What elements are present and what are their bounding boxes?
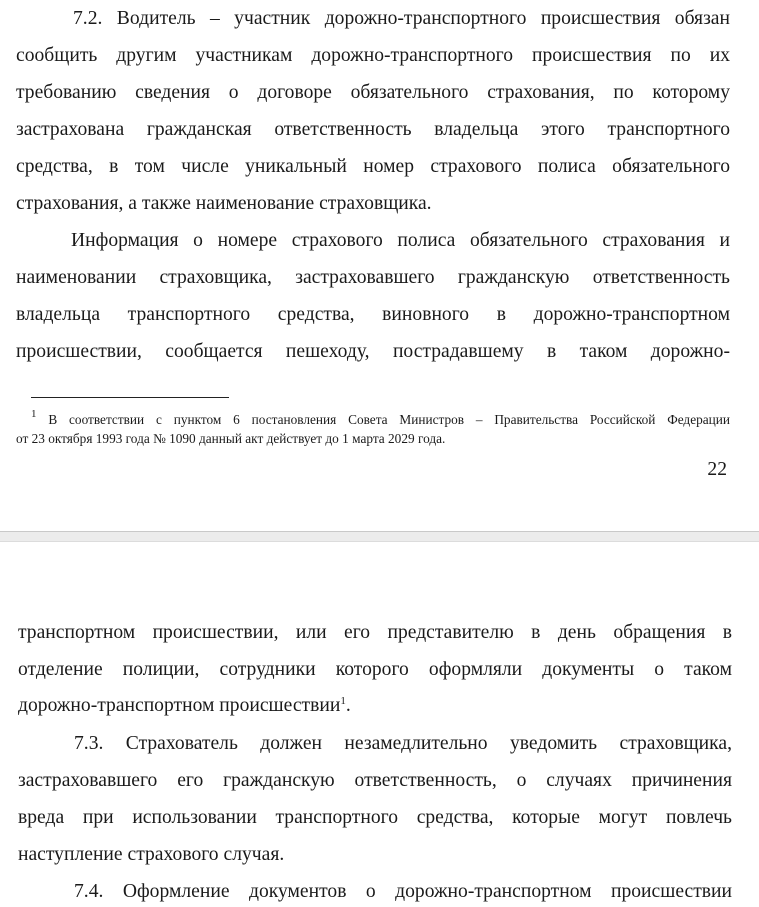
footnote-line: от 23 октября 1993 года № 1090 данный акт действует до 1 марта 2029 года. (16, 431, 446, 446)
footnote-separator (31, 397, 229, 398)
text-line: владельца транспортного средства, виновного в дорожно-транспортном (16, 304, 730, 325)
text-line: страхования, а также наименование страховщика. (16, 193, 432, 214)
footnote-line: $^1$ В соответствии с пунктом 6 постановления Совета Министров – Правительства Российской Федерации (31, 408, 730, 427)
text-line: наименовании страховщика, застраховавшего гражданскую ответственность (16, 267, 730, 288)
text-line: Информация о номере страхового полиса обязательного страхования и (71, 230, 730, 251)
text-line: застрахована гражданская ответственность владельца этого транспортного (16, 119, 730, 140)
footnote-mark: 1 (31, 408, 37, 420)
text-line: средства, в том числе уникальный номер страхового полиса обязательного (16, 156, 730, 177)
text-line: сообщить другим участникам дорожно-транспортного происшествия по их (16, 45, 730, 66)
text-line: требованию сведения о договоре обязательного страхования, по которому (16, 82, 730, 103)
text-line: наступление страхового случая. (18, 844, 285, 865)
text-line: застраховавшего его гражданскую ответственность, о случаях причинения (18, 770, 732, 791)
text-line: транспортном происшествии, или его представителю в день обращения в (18, 622, 732, 643)
text-line: вреда при использовании транспортного средства, которые могут повлечь (18, 807, 732, 828)
page-break (0, 531, 759, 542)
text-line: дорожно-транспортном происшествии$^1$. (18, 695, 351, 716)
text-line: происшествии, сообщается пешеходу, пострадавшему в таком дорожно- (16, 341, 730, 362)
text-line: отделение полиции, сотрудники которого оформляли документы о таком (18, 659, 732, 680)
text-line: 7.3. Страхователь должен незамедлительно уведомить страховщика, (74, 733, 732, 754)
text-line: 7.2. Водитель – участник дорожно-транспортного происшествия обязан (73, 8, 730, 29)
footnote-reference[interactable]: 1 (340, 695, 346, 707)
text-line: 7.4. Оформление документов о дорожно-транспортном происшествии (74, 881, 732, 902)
page-number: 22 (707, 459, 727, 480)
